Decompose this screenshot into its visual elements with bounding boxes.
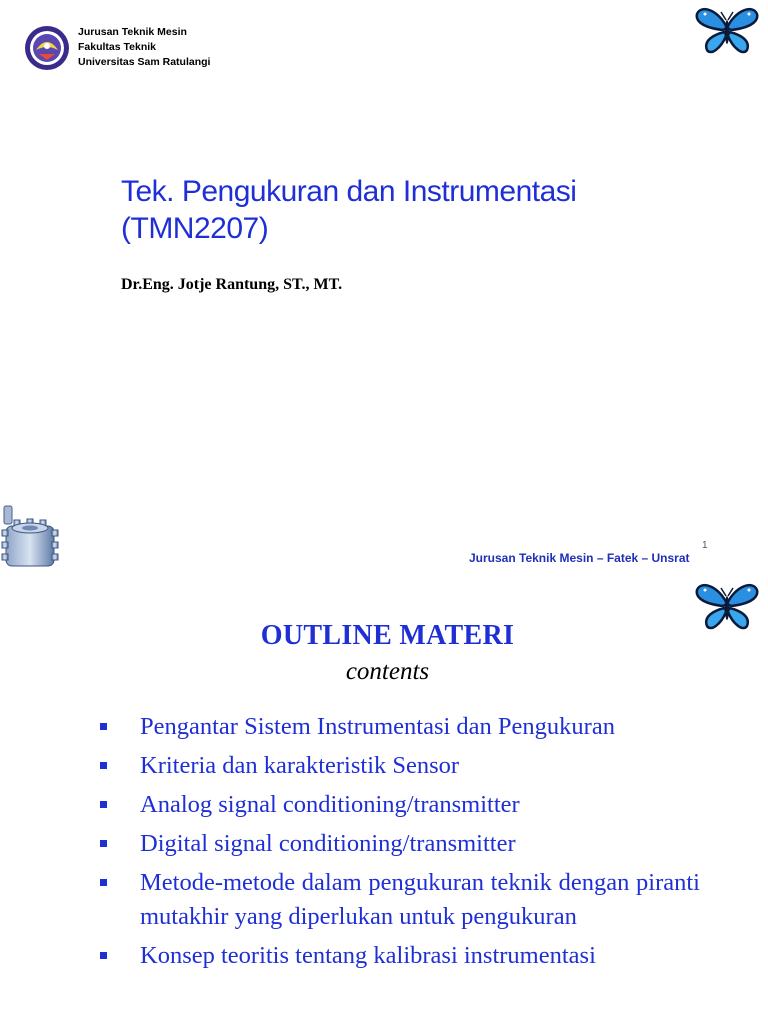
list-item-text: Kriteria dan karakteristik Sensor xyxy=(140,752,460,779)
slide-2 xyxy=(0,576,768,1024)
list-item-text: Digital signal conditioning/transmitter xyxy=(140,830,516,857)
institution-block xyxy=(78,25,210,70)
gear-icon xyxy=(0,492,60,572)
title-line: (TMN2207) xyxy=(121,212,269,245)
list-item xyxy=(100,866,700,934)
outline-list xyxy=(100,710,700,978)
bullet-marker xyxy=(100,762,107,769)
list-item xyxy=(100,939,700,973)
slide-footer: Jurusan Teknik Mesin – Fatek – Unsrat xyxy=(469,551,690,565)
institution-line: Jurusan Teknik Mesin xyxy=(78,26,187,38)
list-item xyxy=(100,710,700,744)
bullet-marker xyxy=(100,801,107,808)
outline-subtitle: contents xyxy=(345,658,430,685)
university-seal-icon xyxy=(22,24,72,72)
bullet-marker xyxy=(100,723,107,730)
list-item-text: Analog signal conditioning/transmitter xyxy=(140,791,520,818)
page-number: 1 xyxy=(702,540,708,551)
title-line: Tek. Pengukuran dan Instrumentasi xyxy=(121,175,577,208)
author-name: Dr.Eng. Jotje Rantung, ST., MT. xyxy=(121,276,343,293)
slide-title xyxy=(121,173,741,247)
outline-title: OUTLINE MATERI xyxy=(260,620,515,651)
bullet-marker xyxy=(100,840,107,847)
butterfly-icon xyxy=(695,6,759,56)
list-item-text: Metode-metode dalam pengukuran teknik dengan piranti mutakhir yang diperlukan untuk pengukuran xyxy=(140,869,700,930)
list-item xyxy=(100,827,700,861)
list-item-text: Pengantar Sistem Instrumentasi dan Pengukuran xyxy=(140,713,615,740)
bullet-marker xyxy=(100,879,107,886)
bullet-marker xyxy=(100,952,107,959)
list-item-text: Konsep teoritis tentang kalibrasi instrumentasi xyxy=(140,942,596,969)
institution-line: Fakultas Teknik xyxy=(78,41,157,53)
list-item xyxy=(100,788,700,822)
list-item xyxy=(100,749,700,783)
institution-line: Universitas Sam Ratulangi xyxy=(78,56,211,68)
